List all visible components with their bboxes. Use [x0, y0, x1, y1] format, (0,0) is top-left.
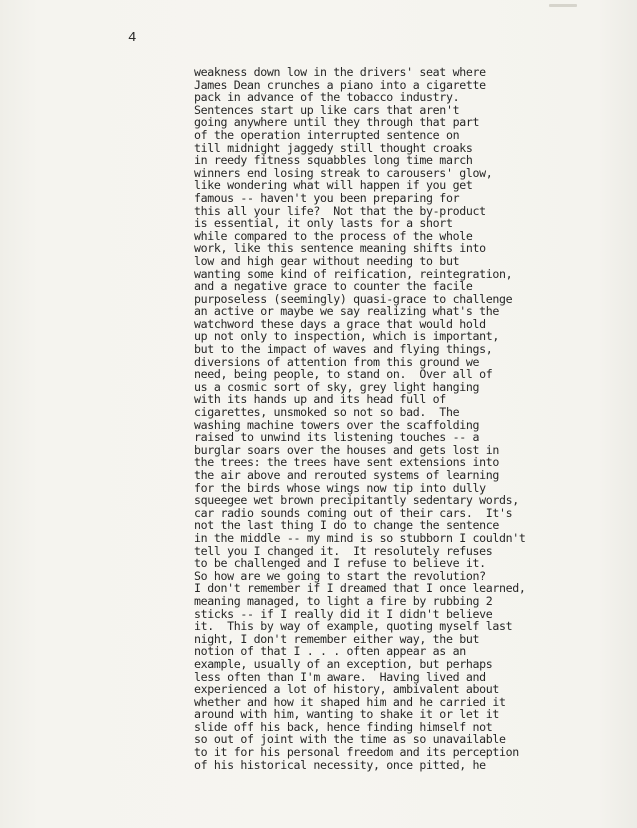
- text-line: not the last thing I do to change the sentence: [194, 518, 499, 533]
- text-line: it. This by way of example, quoting myself last: [194, 619, 513, 634]
- text-line: famous -- haven't you been preparing for: [194, 190, 460, 205]
- text-line: to it for his personal freedom and its perception: [194, 745, 519, 760]
- text-line: slide off his back, hence finding himself not: [194, 719, 493, 734]
- text-line: for the birds whose wings now tip into dully: [194, 480, 486, 495]
- text-line: work, like this sentence meaning shifts into: [194, 241, 486, 256]
- text-line: like wondering what will happen if you get: [194, 178, 473, 193]
- text-line: So how are we going to start the revolution?: [194, 568, 486, 583]
- text-line: so out of joint with the time as so unavailable: [194, 732, 506, 747]
- text-line: whether and how it shaped him and he carried it: [194, 694, 506, 709]
- text-line: of his historical necessity, once pitted, he: [194, 757, 486, 772]
- text-line: us a cosmic sort of sky, grey light hanging: [194, 379, 480, 394]
- text-line: meaning managed, to light a fire by rubbing 2: [194, 593, 493, 608]
- text-line: winners end losing streak to carousers' glow,: [194, 165, 493, 180]
- text-line: pack in advance of the tobacco industry.: [194, 90, 460, 105]
- text-line: Sentences start up like cars that aren't: [194, 102, 460, 117]
- text-line: purposeless (seemingly) quasi-grace to challenge: [194, 291, 513, 306]
- text-line: but to the impact of waves and flying things,: [194, 342, 493, 357]
- text-line: going anywhere until they through that part: [194, 115, 480, 130]
- text-line: I don't remember if I dreamed that I once learned,: [194, 581, 526, 596]
- text-line: diversions of attention from this ground we: [194, 354, 480, 369]
- text-line: with its hands up and its head full of: [194, 392, 446, 407]
- text-line: example, usually of an exception, but perhaps: [194, 656, 493, 671]
- typed-text-body: [194, 66, 624, 771]
- text-line: raised to unwind its listening touches -- a: [194, 430, 480, 445]
- text-line: while compared to the process of the whole: [194, 228, 473, 243]
- text-line: up not only to inspection, which is important,: [194, 329, 499, 344]
- text-line: tell you I changed it. It resolutely refuses: [194, 543, 493, 558]
- text-line: weakness down low in the drivers' seat where: [194, 65, 486, 79]
- text-line: the air above and rerouted systems of learning: [194, 468, 499, 482]
- text-line: around with him, wanting to shake it or let it: [194, 707, 499, 722]
- text-line: watchword these days a grace that would hold: [194, 316, 486, 331]
- text-line: this all your life? Not that the by-product: [194, 203, 486, 218]
- text-line: and a negative grace to counter the facile: [194, 279, 473, 294]
- text-line: an active or maybe we say realizing what's the: [194, 304, 499, 319]
- text-line: low and high gear without needing to but: [194, 253, 460, 268]
- text-line: less often than I'm aware. Having lived and: [194, 669, 486, 684]
- text-line: is essential, it only lasts for a short: [194, 216, 453, 231]
- text-line: night, I don't remember either way, the but: [194, 631, 480, 646]
- text-line: cigarettes, unsmoked so not so bad. The: [194, 405, 460, 420]
- text-line: James Dean crunches a piano into a cigarette: [194, 77, 486, 92]
- text-line: till midnight jaggedy still thought croaks: [194, 140, 473, 155]
- text-line: in reedy fitness squabbles long time march: [194, 153, 473, 168]
- text-line: the trees: the trees have sent extensions into: [194, 455, 499, 470]
- text-line: car radio sounds coming out of their cars. It's: [194, 505, 513, 520]
- page-number: 4: [128, 30, 137, 46]
- text-line: experienced a lot of history, ambivalent about: [194, 682, 499, 697]
- text-line: in the middle -- my mind is so stubborn I couldn't: [194, 530, 526, 545]
- text-line: burglar soars over the houses and gets lost in: [194, 442, 499, 457]
- text-line: wanting some kind of reification, reintegration,: [194, 266, 513, 281]
- paper-edge-mark: [549, 4, 577, 7]
- text-line: washing machine towers over the scaffolding: [194, 417, 480, 432]
- text-line: to be challenged and I refuse to believe it.: [194, 556, 486, 571]
- text-line: squeegee wet brown precipitantly sedentary words,: [194, 493, 519, 508]
- text-line: notion of that I . . . often appear as an: [194, 644, 466, 659]
- text-line: sticks -- if I really did it I didn't believe: [194, 606, 493, 621]
- text-line: of the operation interrupted sentence on: [194, 127, 460, 142]
- text-line: need, being people, to stand on. Over all of: [194, 367, 493, 382]
